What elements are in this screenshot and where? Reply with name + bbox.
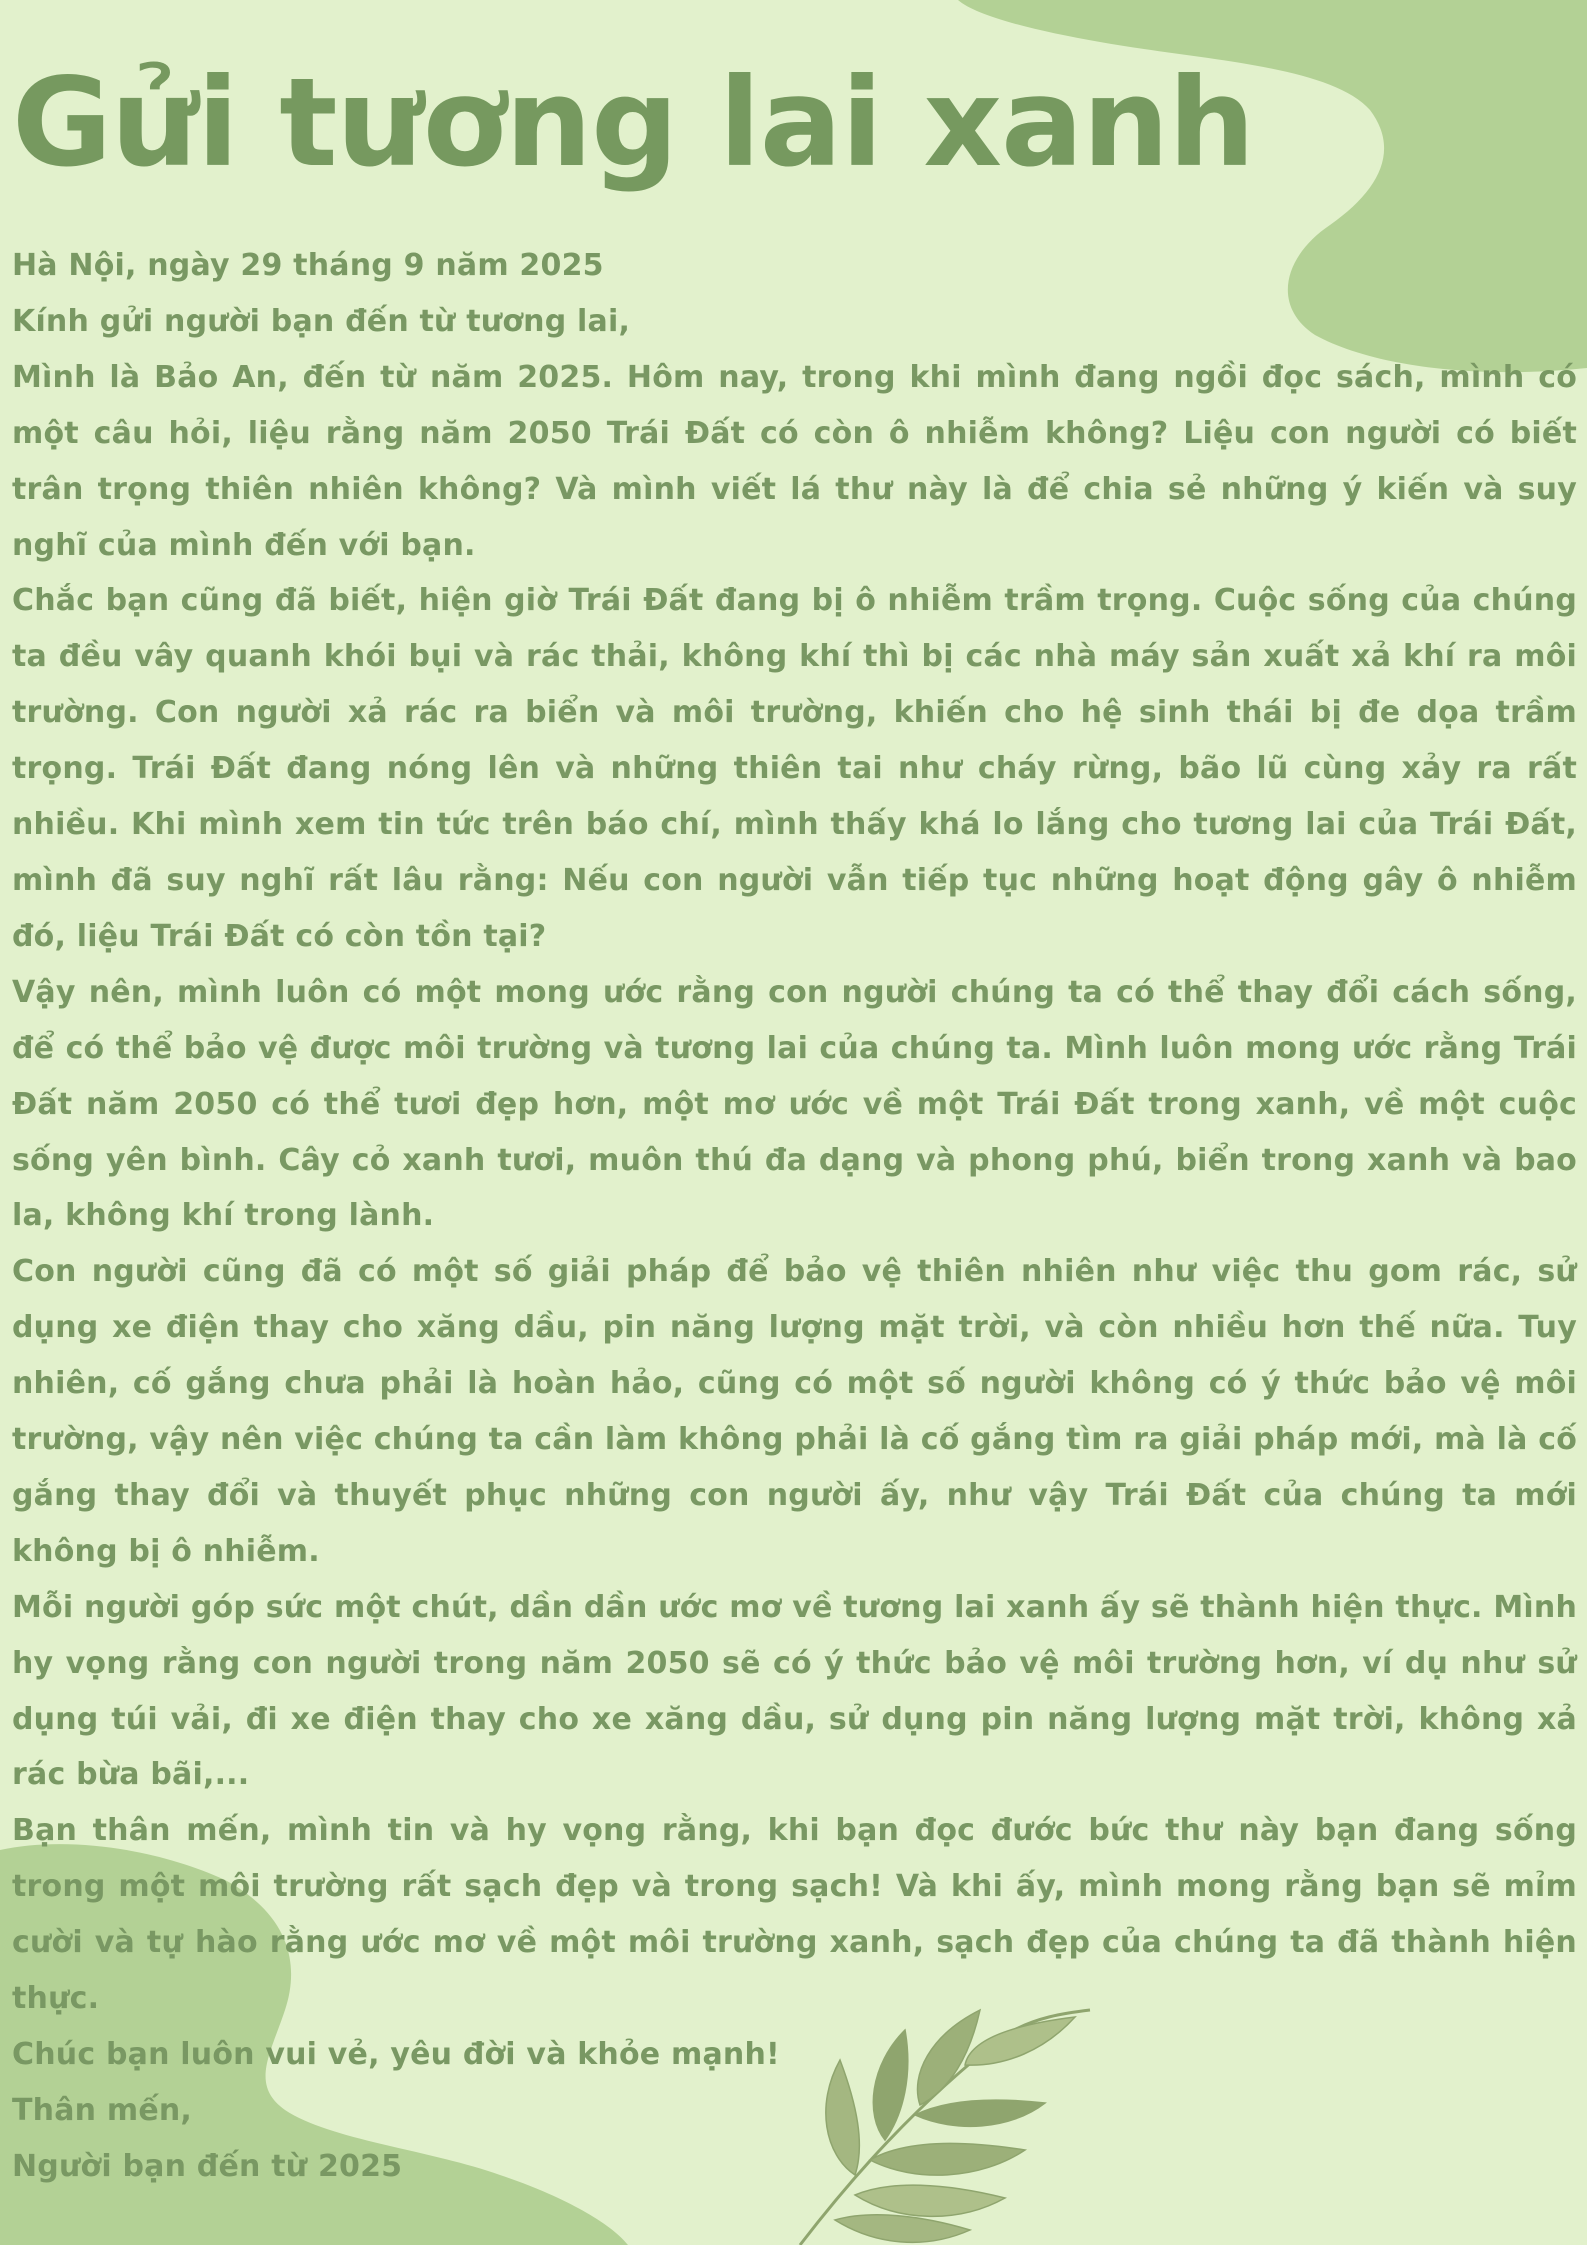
paragraph-wish: Vậy nên, mình luôn có một mong ước rằng con người chúng ta có thể thay đổi cách sống, để có thể bảo vệ được môi trường và tương lai của chúng ta. Mình luôn mong ước rằng Trái Đất năm 2050 có thể tươi đẹp hơn, một mơ ước về một Trái Đất trong xanh, về một cuộc sống yên bình. Cây cỏ xanh tươi, muôn thú đa dạng và phong phú, biển trong xanh và bao la, không khí trong lành. — [12, 974, 1577, 1234]
paragraph-pollution: Chắc bạn cũng đã biết, hiện giờ Trái Đất đang bị ô nhiễm trầm trọng. Cuộc sống của chúng ta đều vây quanh khói bụi và rác thải, không khí thì bị các nhà máy sản xuất xả khí ra môi trường. Con người xả rác ra biển và môi trường, khiến cho hệ sinh thái bị đe dọa trầm trọng. Trái Đất đang nóng lên và những thiên tai như cháy rừng, bão lũ cùng xảy ra rất nhiều. Khi mình xem tin tức trên báo chí, mình thấy khá lo lắng cho tương lai của Trái Đất, mình đã suy nghĩ rất lâu rằng: Nếu con người vẫn tiếp tục những hoạt động gây ô nhiễm đó, liệu Trái Đất có còn tồn tại? — [12, 583, 1577, 954]
paragraph-solutions: Con người cũng đã có một số giải pháp để bảo vệ thiên nhiên như việc thu gom rác, sử dụng xe điện thay cho xăng dầu, pin năng lượng mặt trời, và còn nhiều hơn thế nữa. Tuy nhiên, cố gắng chưa phải là hoàn hảo, cũng có một số người không có ý thức bảo vệ môi trường, vậy nên việc chúng ta cần làm không phải là cố gắng tìm ra giải pháp mới, mà là cố gắng thay đổi và thuyết phục những con người ấy, như vậy Trái Đất của chúng ta mới không bị ô nhiễm. — [12, 1254, 1578, 1569]
date-line: Hà Nội, ngày 29 tháng 9 năm 2025 — [12, 248, 604, 283]
paragraph-future: Bạn thân mến, mình tin và hy vọng rằng, khi bạn đọc đước bức thư này bạn đang sống trong một môi trường rất sạch đẹp và trong sạch! Và khi ấy, mình mong rằng bạn sẽ mỉm cười và tự hào rằng ước mơ về một môi trường xanh, sạch đẹp của chúng ta đã thành hiện thực. — [12, 1813, 1577, 2017]
paragraph-intro: Mình là Bảo An, đến từ năm 2025. Hôm nay, trong khi mình đang ngồi đọc sách, mình có một câu hỏi, liệu rằng năm 2050 Trái Đất có còn ô nhiễm không? Liệu con người có biết trân trọng thiên nhiên không? Và mình viết lá thư này là để chia sẻ những ý kiến và suy nghĩ của mình đến với bạn. — [12, 359, 1577, 563]
wishes-line: Chúc bạn luôn vui vẻ, yêu đời và khỏe mạnh! — [12, 2037, 780, 2072]
page-title: Gửi tương lai xanh — [12, 52, 1255, 194]
paragraph-hope: Mỗi người góp sức một chút, dần dần ước mơ về tương lai xanh ấy sẽ thành hiện thực. Mình hy vọng rằng con người trong năm 2050 sẽ có ý thức bảo vệ môi trường hơn, ví dụ như sử dụng túi vải, đi xe điện thay cho xe xăng dầu, sử dụng pin năng lượng mặt trời, không xả rác bừa bãi,... — [12, 1589, 1577, 1793]
greeting: Kính gửi người bạn đến từ tương lai, — [12, 303, 631, 339]
closing-line: Thân mến, — [12, 2092, 193, 2128]
signature: Người bạn đến từ 2025 — [12, 2148, 403, 2184]
letter-body — [12, 238, 1577, 2195]
